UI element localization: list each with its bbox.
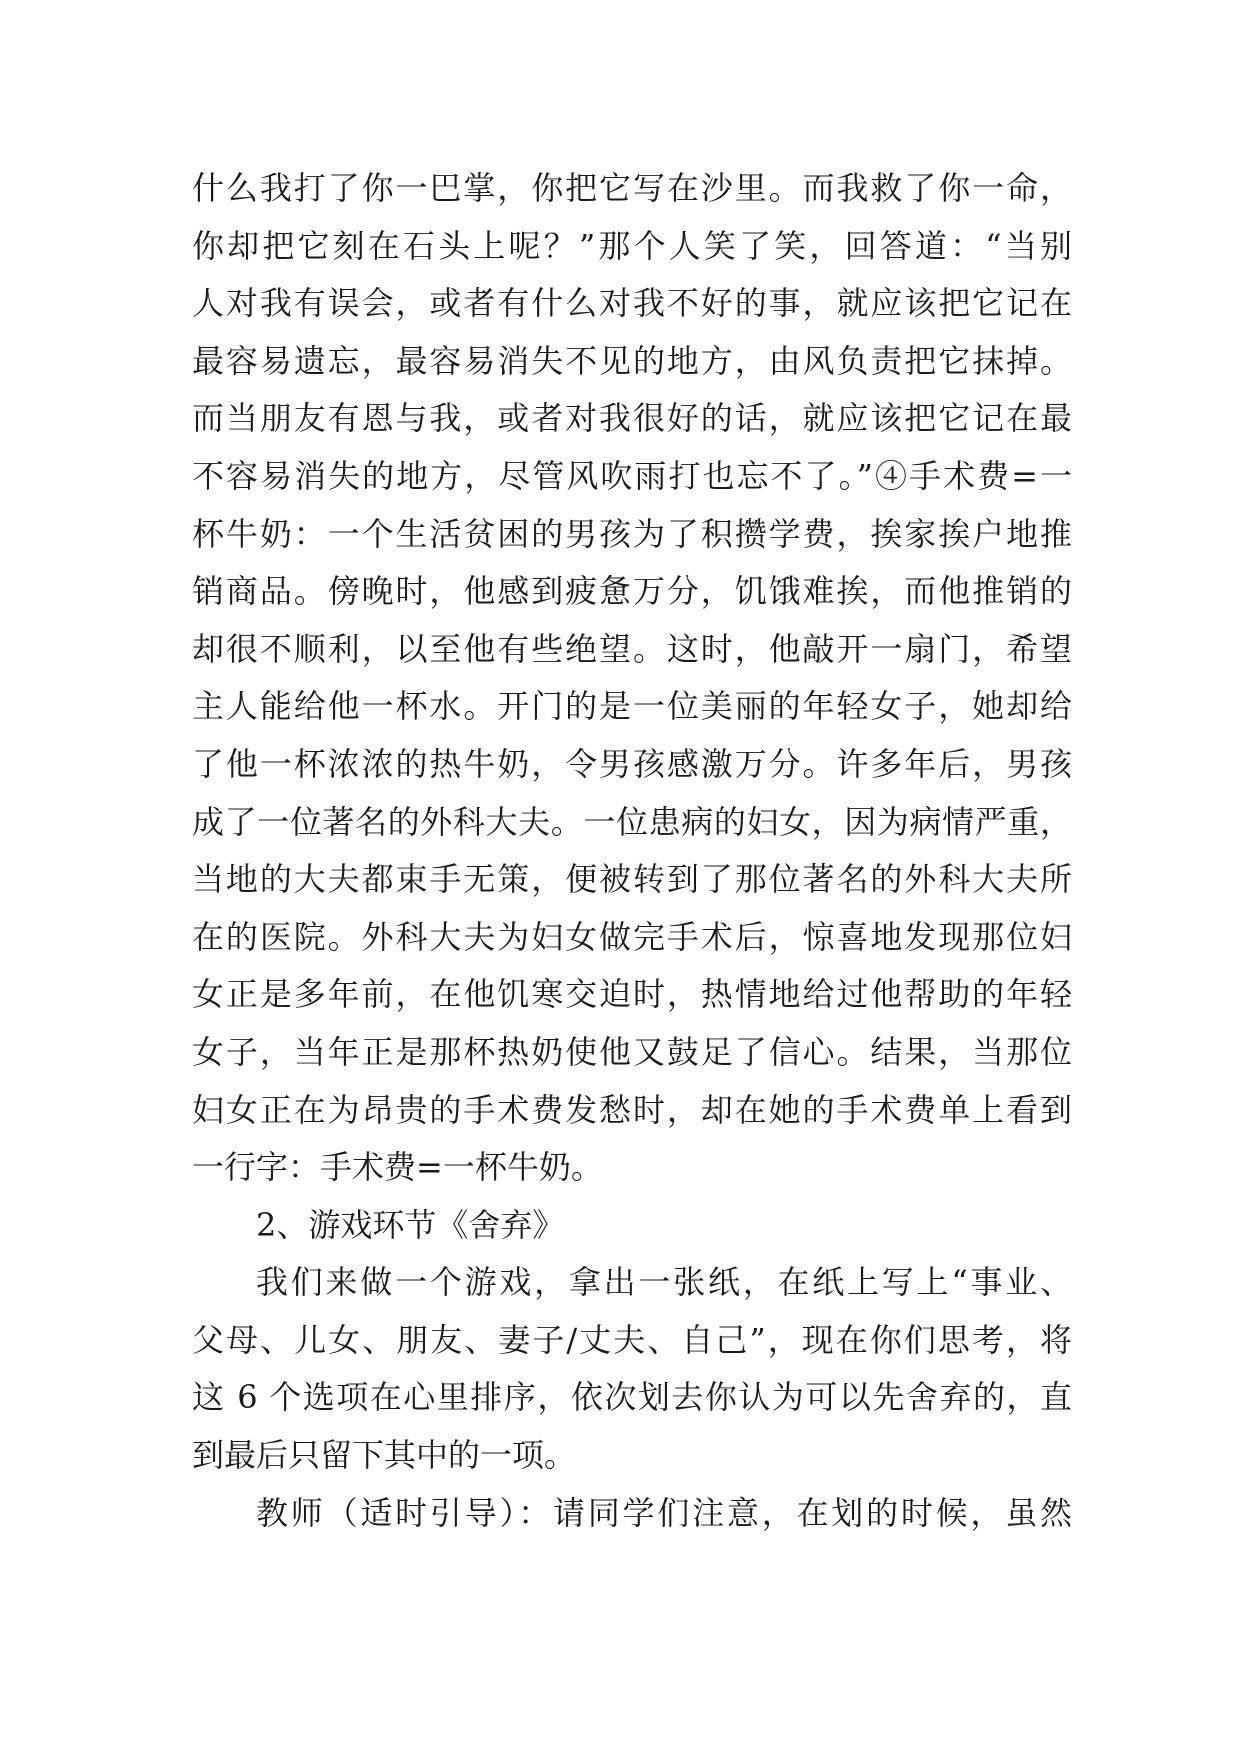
story-line: 你却把它刻在石头上呢？”那个人笑了笑，回答道：“当别 <box>192 226 1072 265</box>
game-paragraph-line: 我们来做一个游戏，拿出一张纸，在纸上写上“事业、 <box>256 1263 1072 1302</box>
story-line: 一行字：手术费=一杯牛奶。 <box>192 1148 603 1187</box>
story-line: 女子，当年正是那杯热奶使他又鼓足了信心。结果，当那位 <box>192 1032 1072 1071</box>
body-text <box>192 160 1072 1542</box>
story-line: 却很不顺利，以至他有些绝望。这时，他敲开一扇门，希望 <box>192 629 1072 668</box>
story-line: 女正是多年前，在他饥寒交迫时，热情地给过他帮助的年轻 <box>192 975 1072 1014</box>
story-line: 妇女正在为昂贵的手术费发愁时，却在她的手术费单上看到 <box>192 1090 1072 1129</box>
story-line: 在的医院。外科大夫为妇女做完手术后，惊喜地发现那位妇 <box>192 917 1072 956</box>
story-line: 销商品。傍晚时，他感到疲惫万分，饥饿难挨，而他推销的 <box>192 572 1072 611</box>
section-heading: 2、游戏环节《舍弃》 <box>256 1205 565 1244</box>
story-line: 当地的大夫都束手无策，便被转到了那位著名的外科大夫所 <box>192 860 1072 899</box>
story-line: 不容易消失的地方，尽管风吹雨打也忘不了。”④手术费=一 <box>192 456 1072 495</box>
story-line: 主人能给他一杯水。开门的是一位美丽的年轻女子，她却给 <box>192 687 1072 726</box>
teacher-guidance-line: 教师（适时引导）：请同学们注意，在划的时候，虽然 <box>256 1493 1072 1532</box>
story-line: 什么我打了你一巴掌，你把它写在沙里。而我救了你一命， <box>192 169 1072 207</box>
story-line: 最容易遗忘，最容易消失不见的地方，由风负责把它抹掉。 <box>192 341 1072 380</box>
story-line: 人对我有误会，或者有什么对我不好的事，就应该把它记在 <box>192 284 1072 323</box>
story-line: 杯牛奶：一个生活贫困的男孩为了积攒学费，挨家挨户地推 <box>192 514 1072 553</box>
story-line: 成了一位著名的外科大夫。一位患病的妇女，因为病情严重， <box>192 802 1072 841</box>
game-paragraph-line: 父母、儿女、朋友、妻子/丈夫、自己”，现在你们思考，将 <box>192 1320 1072 1359</box>
story-line: 了他一杯浓浓的热牛奶，令男孩感激万分。许多年后，男孩 <box>192 744 1072 783</box>
game-paragraph-line: 到最后只留下其中的一项。 <box>192 1436 577 1475</box>
game-paragraph-line: 这 6 个选项在心里排序，依次划去你认为可以先舍弃的，直 <box>192 1378 1072 1417</box>
story-line: 而当朋友有恩与我，或者对我很好的话，就应该把它记在最 <box>192 399 1072 438</box>
